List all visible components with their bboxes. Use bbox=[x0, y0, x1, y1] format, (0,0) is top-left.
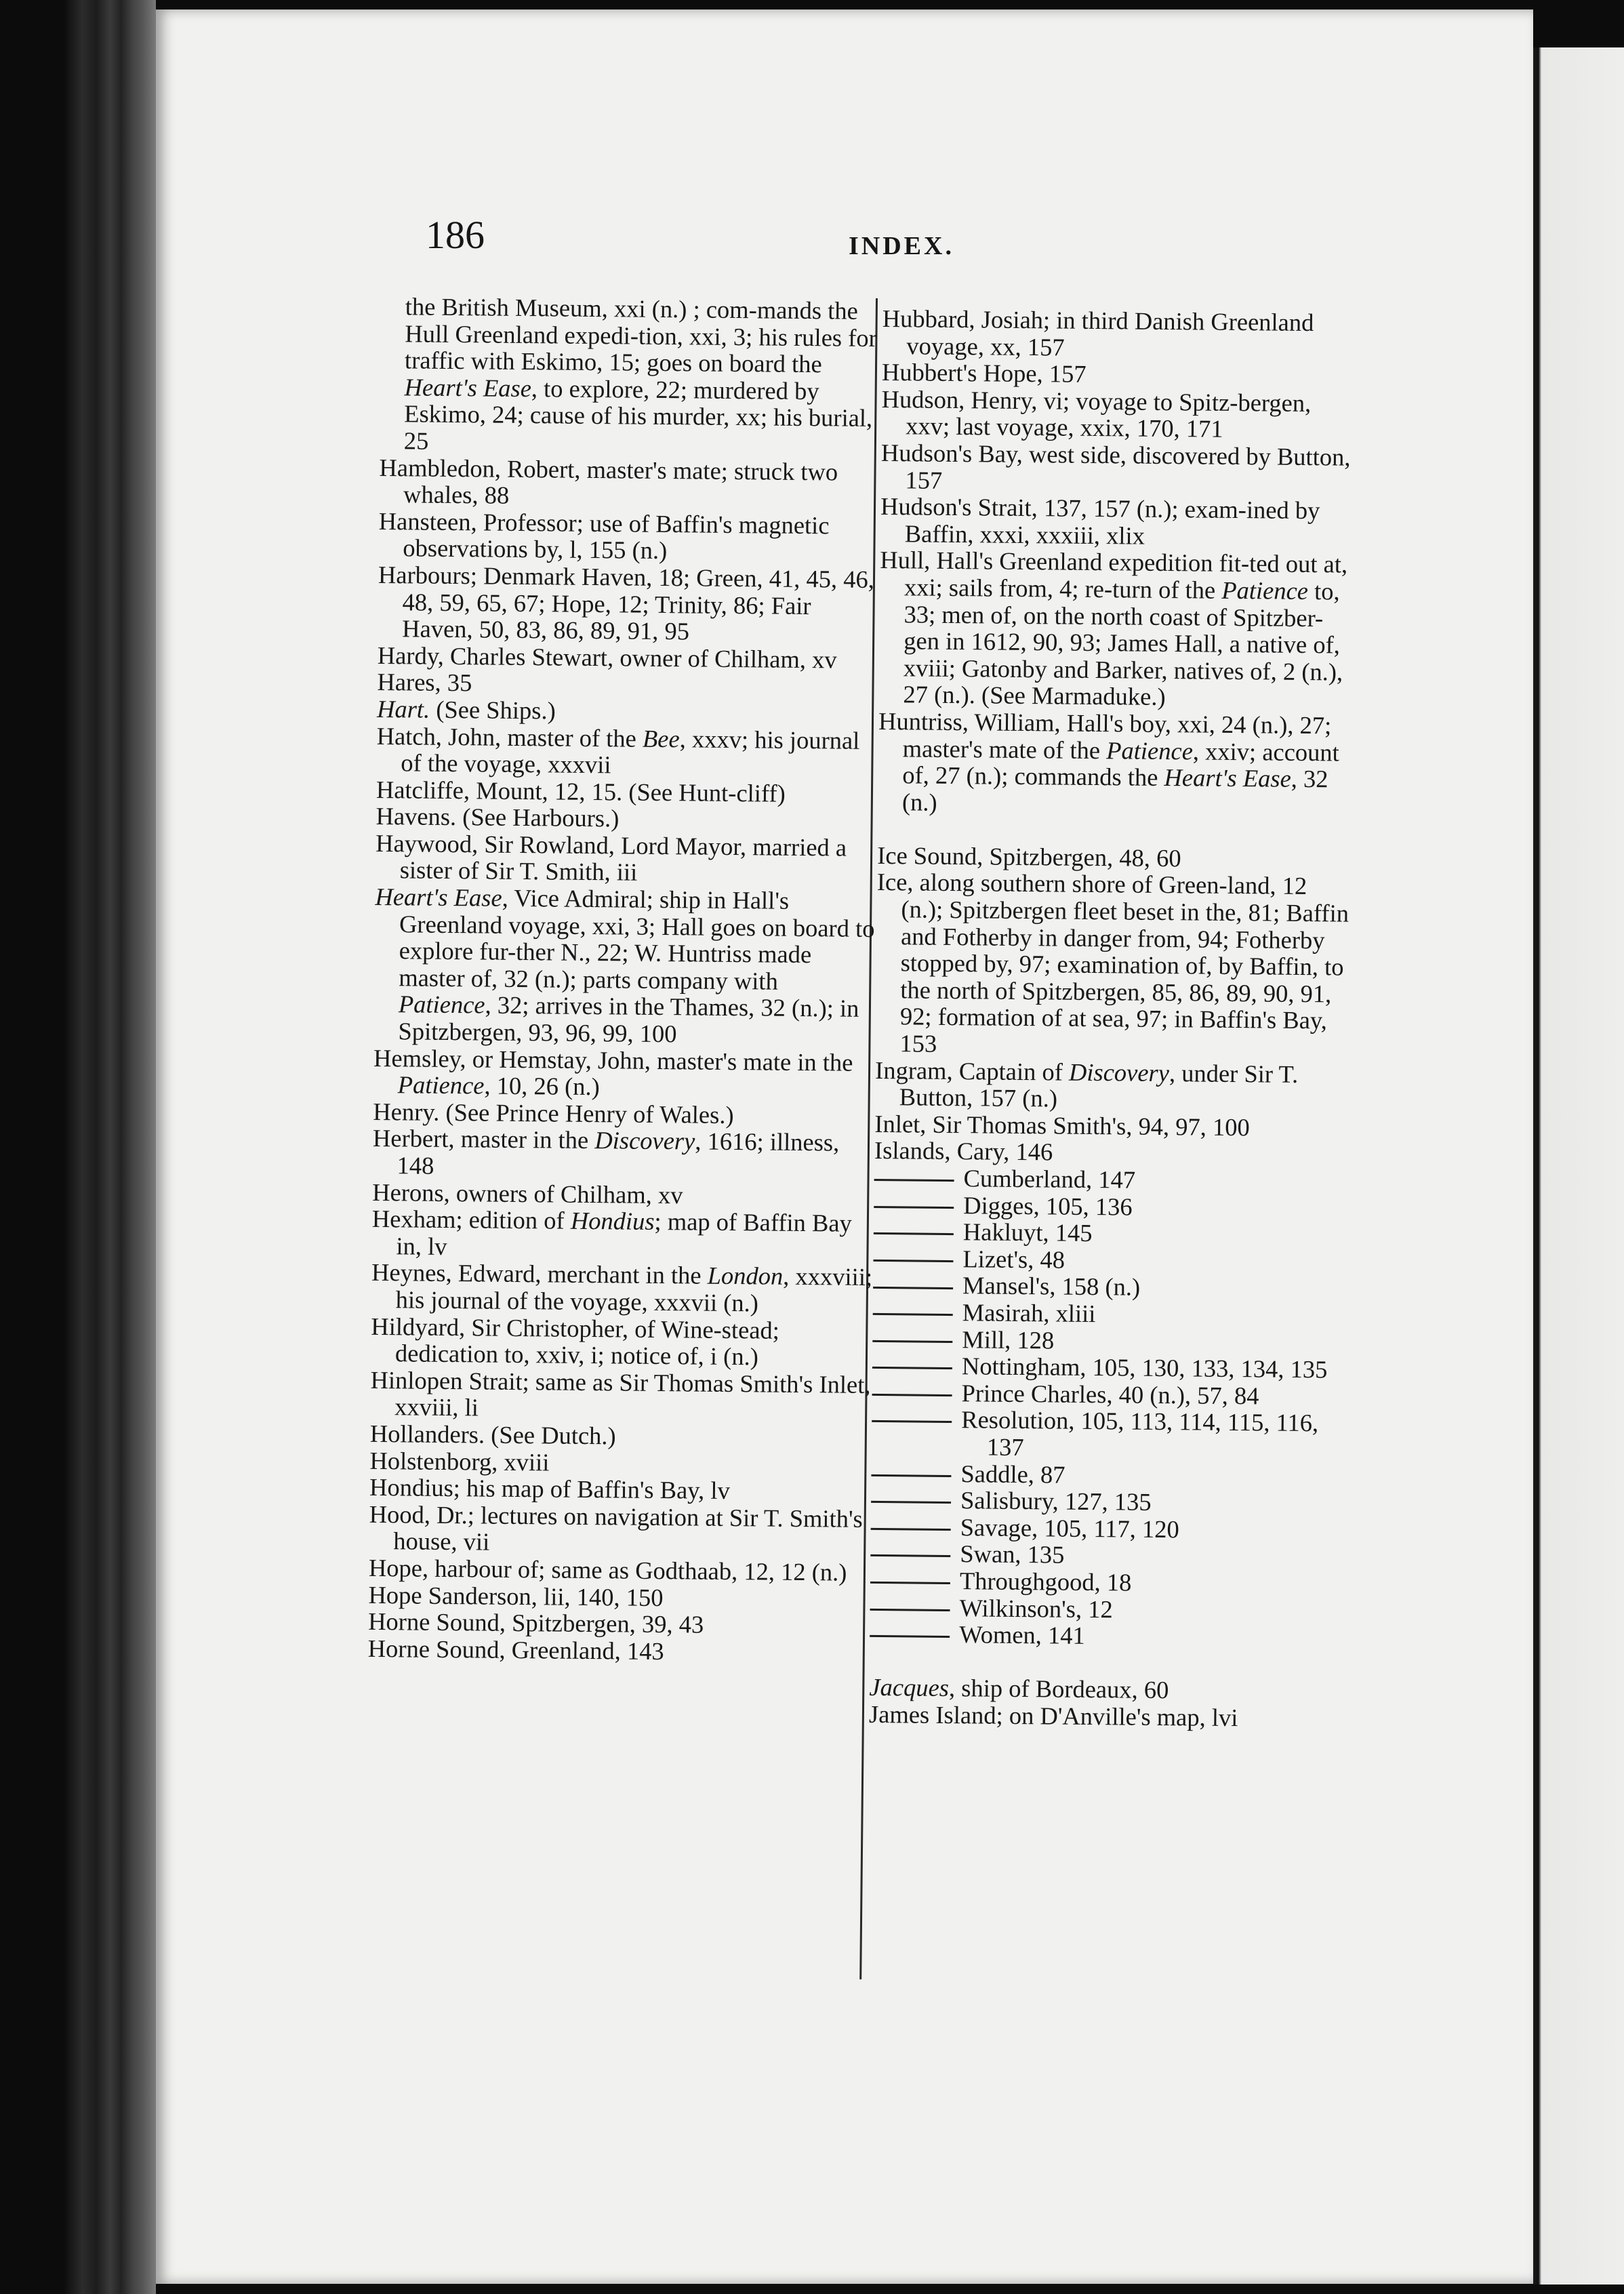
ditto-dash bbox=[871, 1474, 951, 1477]
index-entry: Hares, 35 bbox=[377, 668, 472, 697]
index-entry: Hatcliffe, Mount, 12, 15. (See Hunt-cliff) bbox=[375, 775, 786, 807]
island-sub-entry-text: Nottingham, 105, 130, 133, 134, 135 bbox=[961, 1352, 1328, 1384]
ditto-dash bbox=[872, 1420, 952, 1423]
island-sub-entry-text: Women, 141 bbox=[958, 1620, 1085, 1650]
ditto-dash bbox=[874, 1206, 954, 1209]
index-entry: Hope, harbour of; same as Godthaab, 12, 12 (n.) bbox=[368, 1553, 847, 1586]
island-sub-entry bbox=[874, 1218, 1352, 1249]
island-sub-entry-text: Throughgood, 18 bbox=[959, 1567, 1132, 1596]
island-sub-entry bbox=[874, 1164, 1352, 1195]
ditto-dash bbox=[870, 1635, 950, 1638]
island-sub-entry-text: Swan, 135 bbox=[960, 1540, 1065, 1569]
island-sub-entry-text: Masirah, xliii bbox=[962, 1298, 1096, 1328]
index-entry: Hambledon, Robert, master's mate; struck two whales, 88 bbox=[379, 453, 838, 509]
index-entry: Herbert, master in the Discovery, 1616; illness, 148 bbox=[372, 1124, 840, 1180]
ditto-dash bbox=[873, 1286, 953, 1289]
island-sub-entry-text: Cumberland, 147 bbox=[963, 1164, 1136, 1194]
index-entry: Haywood, Sir Rowland, Lord Mayor, married a sister of Sir T. Smith, iii bbox=[375, 828, 847, 887]
island-sub-entry-text: Digges, 105, 136 bbox=[963, 1190, 1133, 1221]
index-entry: Horne Sound, Greenland, 143 bbox=[367, 1634, 664, 1665]
island-sub-entry bbox=[871, 1513, 1349, 1544]
ditto-dash bbox=[871, 1501, 951, 1504]
ditto-dash bbox=[870, 1582, 950, 1584]
island-sub-entry bbox=[873, 1298, 1351, 1329]
island-sub-entry bbox=[871, 1486, 1349, 1517]
island-sub-entry-text: Resolution, 105, 113, 114, 115, 116, 137 bbox=[961, 1405, 1319, 1462]
index-entry: Herons, owners of Chilham, xv bbox=[372, 1178, 683, 1209]
island-sub-entry bbox=[872, 1325, 1350, 1356]
ditto-dash bbox=[871, 1528, 951, 1531]
running-head: INDEX. bbox=[849, 232, 954, 260]
index-entry: Hudson's Strait, 137, 157 (n.); exam-ined by Baffin, xxxi, xxxiii, xlix bbox=[880, 492, 1320, 550]
index-entry: Jacques, ship of Bordeaux, 60 bbox=[869, 1673, 1169, 1704]
ditto-dash bbox=[872, 1340, 952, 1343]
index-entry: Huntriss, William, Hall's boy, xxi, 24 (n.), 27; master's mate of the Patience, xxiv; account of, 27 (n.); commands the Heart's Ease, 32 (n.) bbox=[878, 706, 1340, 816]
page-number: 186 bbox=[426, 213, 485, 257]
index-entry: Ingram, Captain of Discovery, under Sir T. Button, 157 (n.) bbox=[874, 1055, 1299, 1112]
index-entry: James Island; on D'Anville's map, lvi bbox=[868, 1699, 1238, 1732]
index-entry: Heynes, Edward, merchant in the London, xxxviii; his journal of the voyage, xxxvii (n.) bbox=[371, 1258, 873, 1317]
island-sub-entry-text: Salisbury, 127, 135 bbox=[960, 1486, 1152, 1516]
index-entry: Harbours; Denmark Haven, 18; Green, 41, 45, 46, 48, 59, 65, 67; Hope, 12; Trinity, 86; Fair Haven, 50, 83, 86, 89, 91, 95 bbox=[378, 560, 875, 645]
index-entry: Hudson, Henry, vi; voyage to Spitz-bergen, xxv; last voyage, xxix, 170, 171 bbox=[881, 384, 1312, 443]
index-entry: the British Museum, xxi (n.) ; com-mands the Hull Greenland expedi-tion, xxi, 3; his rules for traffic with Eskimo, 15; goes on board the Heart's Ease, to explore, 22; murdered by Eskimo, 24; cause of his murder, xx; his burial, 25 bbox=[403, 292, 877, 455]
island-sub-entry-text: Mill, 128 bbox=[962, 1325, 1055, 1354]
ditto-dash bbox=[872, 1367, 952, 1369]
island-sub-entry bbox=[870, 1567, 1348, 1598]
ditto-dash bbox=[873, 1313, 953, 1316]
ditto-dash bbox=[870, 1609, 950, 1611]
island-sub-entry bbox=[873, 1245, 1351, 1276]
island-sub-entry-text: Hakluyt, 145 bbox=[962, 1218, 1093, 1247]
index-entry: Horne Sound, Spitzbergen, 39, 43 bbox=[367, 1607, 704, 1638]
island-sub-entry bbox=[870, 1540, 1348, 1571]
island-sub-entry bbox=[872, 1379, 1349, 1410]
island-sub-entry bbox=[872, 1405, 1350, 1464]
island-sub-entry-text: Mansel's, 158 (n.) bbox=[962, 1271, 1141, 1302]
index-entry: Hart. (See Ships.) bbox=[376, 694, 556, 725]
island-sub-entry-text: Saddle, 87 bbox=[960, 1459, 1065, 1489]
island-sub-entry bbox=[870, 1620, 1347, 1651]
island-sub-entry bbox=[873, 1271, 1351, 1302]
index-entry: Hudson's Bay, west side, discovered by Button, 157 bbox=[880, 438, 1351, 494]
ditto-dash bbox=[873, 1260, 953, 1262]
book-spine bbox=[64, 0, 156, 2294]
index-entry: Hood, Dr.; lectures on navigation at Sir T. Smith's house, vii bbox=[369, 1500, 863, 1556]
index-column-left bbox=[368, 293, 882, 1666]
index-entry: Hatch, John, master of the Bee, xxxv; his journal of the voyage, xxxvii bbox=[376, 721, 860, 779]
index-entry: Hubbard, Josiah; in third Danish Greenland voyage, xx, 157 bbox=[882, 304, 1314, 361]
index-entry: Hildyard, Sir Christopher, of Wine-stead; dedication to, xxiv, i; notice of, i (n.) bbox=[371, 1312, 780, 1371]
ditto-dash bbox=[872, 1394, 952, 1396]
index-entry: Hinlopen Strait; same as Sir Thomas Smith's Inlet, xxviii, li bbox=[370, 1365, 871, 1422]
index-entry: Ice, along southern shore of Green-land, 12 (n.); Spitzbergen fleet beset in the, 81; Baffin and Fotherby in danger from, 94; Fotherby stopped by, 97; examination of, by Baffin, to the north of Spitzbergen, 85, 86, 89, 90, 91, 92; formation of at sea, 97; in Baffin's Bay, 153 bbox=[876, 868, 1349, 1058]
facing-page-edge bbox=[1533, 47, 1624, 2285]
island-sub-entry bbox=[874, 1191, 1352, 1222]
index-entry: Heart's Ease, Vice Admiral; ship in Hall's Greenland voyage, xxi, 3; Hall goes on board to explore fur-ther N., 22; W. Huntriss made master of, 32 (n.); parts company with Patience, 32; arrives in the Thames, 32 (n.); in Spitzbergen, 93, 96, 99, 100 bbox=[375, 883, 875, 1048]
index-entry: Hemsley, or Hemstay, John, master's mate in the Patience, 10, 26 (n.) bbox=[373, 1043, 853, 1101]
index-column-right bbox=[869, 305, 1360, 1732]
island-sub-entry-text: Savage, 105, 117, 120 bbox=[960, 1512, 1179, 1544]
index-entry: Hexham; edition of Hondius; map of Baffin Bay in, lv bbox=[371, 1205, 853, 1260]
ditto-dash bbox=[874, 1179, 954, 1182]
island-sub-entry bbox=[871, 1459, 1349, 1490]
index-entry: Inlet, Sir Thomas Smith's, 94, 97, 100 bbox=[874, 1109, 1251, 1142]
index-entry: Holstenborg, xviii bbox=[369, 1446, 550, 1476]
index-entry: Havens. (See Harbours.) bbox=[375, 802, 620, 832]
ditto-dash bbox=[874, 1232, 954, 1235]
index-entry: Hollanders. (See Dutch.) bbox=[369, 1419, 616, 1450]
index-entry: Hope Sanderson, lii, 140, 150 bbox=[368, 1580, 664, 1611]
islands-sublist bbox=[870, 1164, 1352, 1651]
index-entry: Hardy, Charles Stewart, owner of Chilham, xv bbox=[377, 641, 837, 674]
index-entry: Hubbert's Hope, 157 bbox=[881, 358, 1087, 388]
island-sub-entry bbox=[870, 1593, 1347, 1624]
index-entry: Henry. (See Prince Henry of Wales.) bbox=[373, 1097, 734, 1129]
island-sub-entry-text: Wilkinson's, 12 bbox=[959, 1593, 1113, 1623]
island-sub-entry bbox=[872, 1352, 1350, 1383]
index-entry: Islands, Cary, 146 bbox=[874, 1136, 1053, 1166]
index-entry: Hull, Hall's Greenland expedition fit-ted out at, xxi; sails from, 4; re-turn of the Patience to, 33; men of, on the north coast of Spitzber-gen in 1612, 90, 93; James Hall, a native of, xviii; Gatonby and Barker, natives of, 2 (n.), 27 (n.). (See Marmaduke.) bbox=[880, 546, 1348, 711]
island-sub-entry-text: Lizet's, 48 bbox=[962, 1244, 1065, 1274]
index-entry: Hondius; his map of Baffin's Bay, lv bbox=[369, 1473, 731, 1505]
index-entry: Hansteen, Professor; use of Baffin's magnetic observations by, l, 155 (n.) bbox=[378, 506, 830, 565]
ditto-dash bbox=[870, 1554, 950, 1557]
index-entry: Ice Sound, Spitzbergen, 48, 60 bbox=[877, 841, 1181, 872]
island-sub-entry-text: Prince Charles, 40 (n.), 57, 84 bbox=[961, 1378, 1259, 1410]
